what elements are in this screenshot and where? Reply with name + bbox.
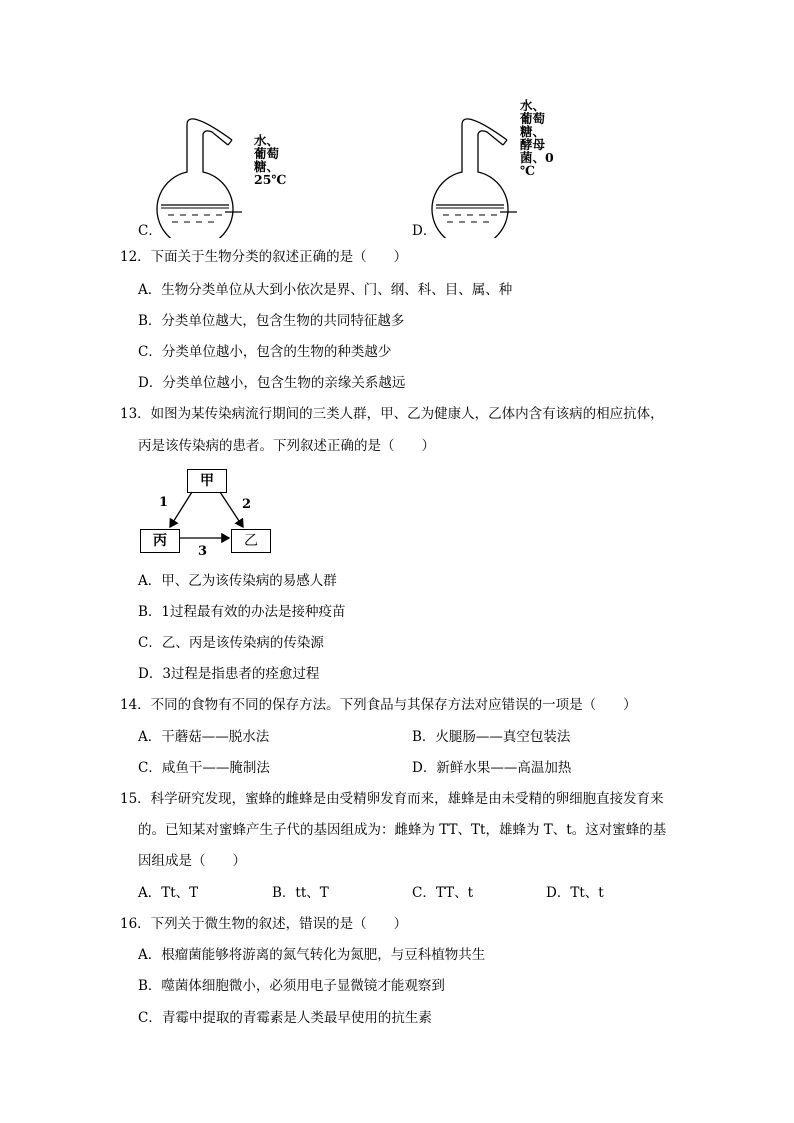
question-stem: 因组成是（ ） xyxy=(138,853,246,869)
option-c: C．TT、t xyxy=(412,885,474,901)
option-b: B．噬菌体细胞微小，必须用电子显微镜才能观察到 xyxy=(138,978,445,994)
flask-d-illustration xyxy=(425,112,525,238)
question-stem: 14．不同的食物有不同的保存方法。下列食品与其保存方法对应错误的一项是（ ） xyxy=(120,697,637,713)
flask-d-line: 水、 xyxy=(520,98,546,113)
question-stem: 16．下列关于微生物的叙述，错误的是（ ） xyxy=(120,916,408,932)
question-stem: 丙是该传染病的患者。下列叙述正确的是（ ） xyxy=(138,438,435,454)
flask-d-line: ℃ xyxy=(520,163,535,178)
option-c: C．乙、丙是该传染病的传染源 xyxy=(138,635,324,651)
flask-c-line: 水、 xyxy=(254,133,280,148)
flask-d-conditions xyxy=(520,99,554,177)
flask-c-conditions xyxy=(254,134,286,186)
option-d: D．新鲜水果——高温加热 xyxy=(412,760,572,776)
option-a: A．甲、乙为该传染病的易感人群 xyxy=(138,573,337,589)
flask-c-illustration xyxy=(150,112,250,238)
arrow-label-2: 2 xyxy=(242,497,252,512)
option-c: C．分类单位越小，包含的生物的种类越少 xyxy=(138,344,392,360)
flask-d-line: 葡萄 xyxy=(520,111,546,126)
question-stem: 13．如图为某传染病流行期间的三类人群，甲、乙为健康人，乙体内含有该病的相应抗体， xyxy=(120,406,664,422)
option-b: B．tt、T xyxy=(272,885,329,901)
option-d-label: D． xyxy=(412,223,437,239)
option-d: D．分类单位越小，包含生物的亲缘关系越远 xyxy=(138,375,406,391)
option-a: A．Tt、T xyxy=(138,885,199,901)
question-stem: 12．下面关于生物分类的叙述正确的是（ ） xyxy=(120,249,408,265)
question-stem: 的。已知某对蜜蜂产生子代的基因组成为：雌蜂为 TT、Tt，雄蜂为 T、t。这对蜜蜂的基 xyxy=(138,822,667,838)
node-jia: 甲 xyxy=(187,469,227,493)
flask-d-line: 糖、 xyxy=(520,124,546,139)
option-a: A．根瘤菌能够将游离的氮气转化为氮肥，与豆科植物共生 xyxy=(138,947,486,963)
option-c: C．咸鱼干——腌制法 xyxy=(138,760,270,776)
arrow-label-3: 3 xyxy=(198,544,208,559)
flask-c-line: 25℃ xyxy=(254,172,287,187)
option-d: D．3过程是指患者的痊愈过程 xyxy=(138,666,320,682)
node-yi: 乙 xyxy=(231,529,271,553)
flask-c-line: 葡萄 xyxy=(254,146,280,161)
option-b: B．1过程最有效的办法是接种疫苗 xyxy=(138,604,346,620)
option-a: A．干蘑菇——脱水法 xyxy=(138,729,270,745)
option-b: B．火腿肠——真空包装法 xyxy=(412,729,571,745)
option-b: B．分类单位越大，包含生物的共同特征越多 xyxy=(138,313,405,329)
arrow-label-1: 1 xyxy=(159,495,169,510)
node-bing: 丙 xyxy=(140,529,180,553)
flask-d-line: 酵母 xyxy=(520,137,546,152)
flask-c-line: 糖、 xyxy=(254,159,280,174)
option-d: D．Tt、t xyxy=(546,885,604,901)
option-c-label: C． xyxy=(138,223,162,239)
flask-d-line: 菌、0 xyxy=(520,150,554,165)
option-c: C．青霉中提取的青霉素是人类最早使用的抗生素 xyxy=(138,1010,432,1026)
question-stem: 15．科学研究发现，蜜蜂的雌蜂是由受精卵发育而来，雄蜂是由未受精的卵细胞直接发育来 xyxy=(120,791,664,807)
option-a: A．生物分类单位从大到小依次是界、门、纲、科、目、属、种 xyxy=(138,282,513,298)
